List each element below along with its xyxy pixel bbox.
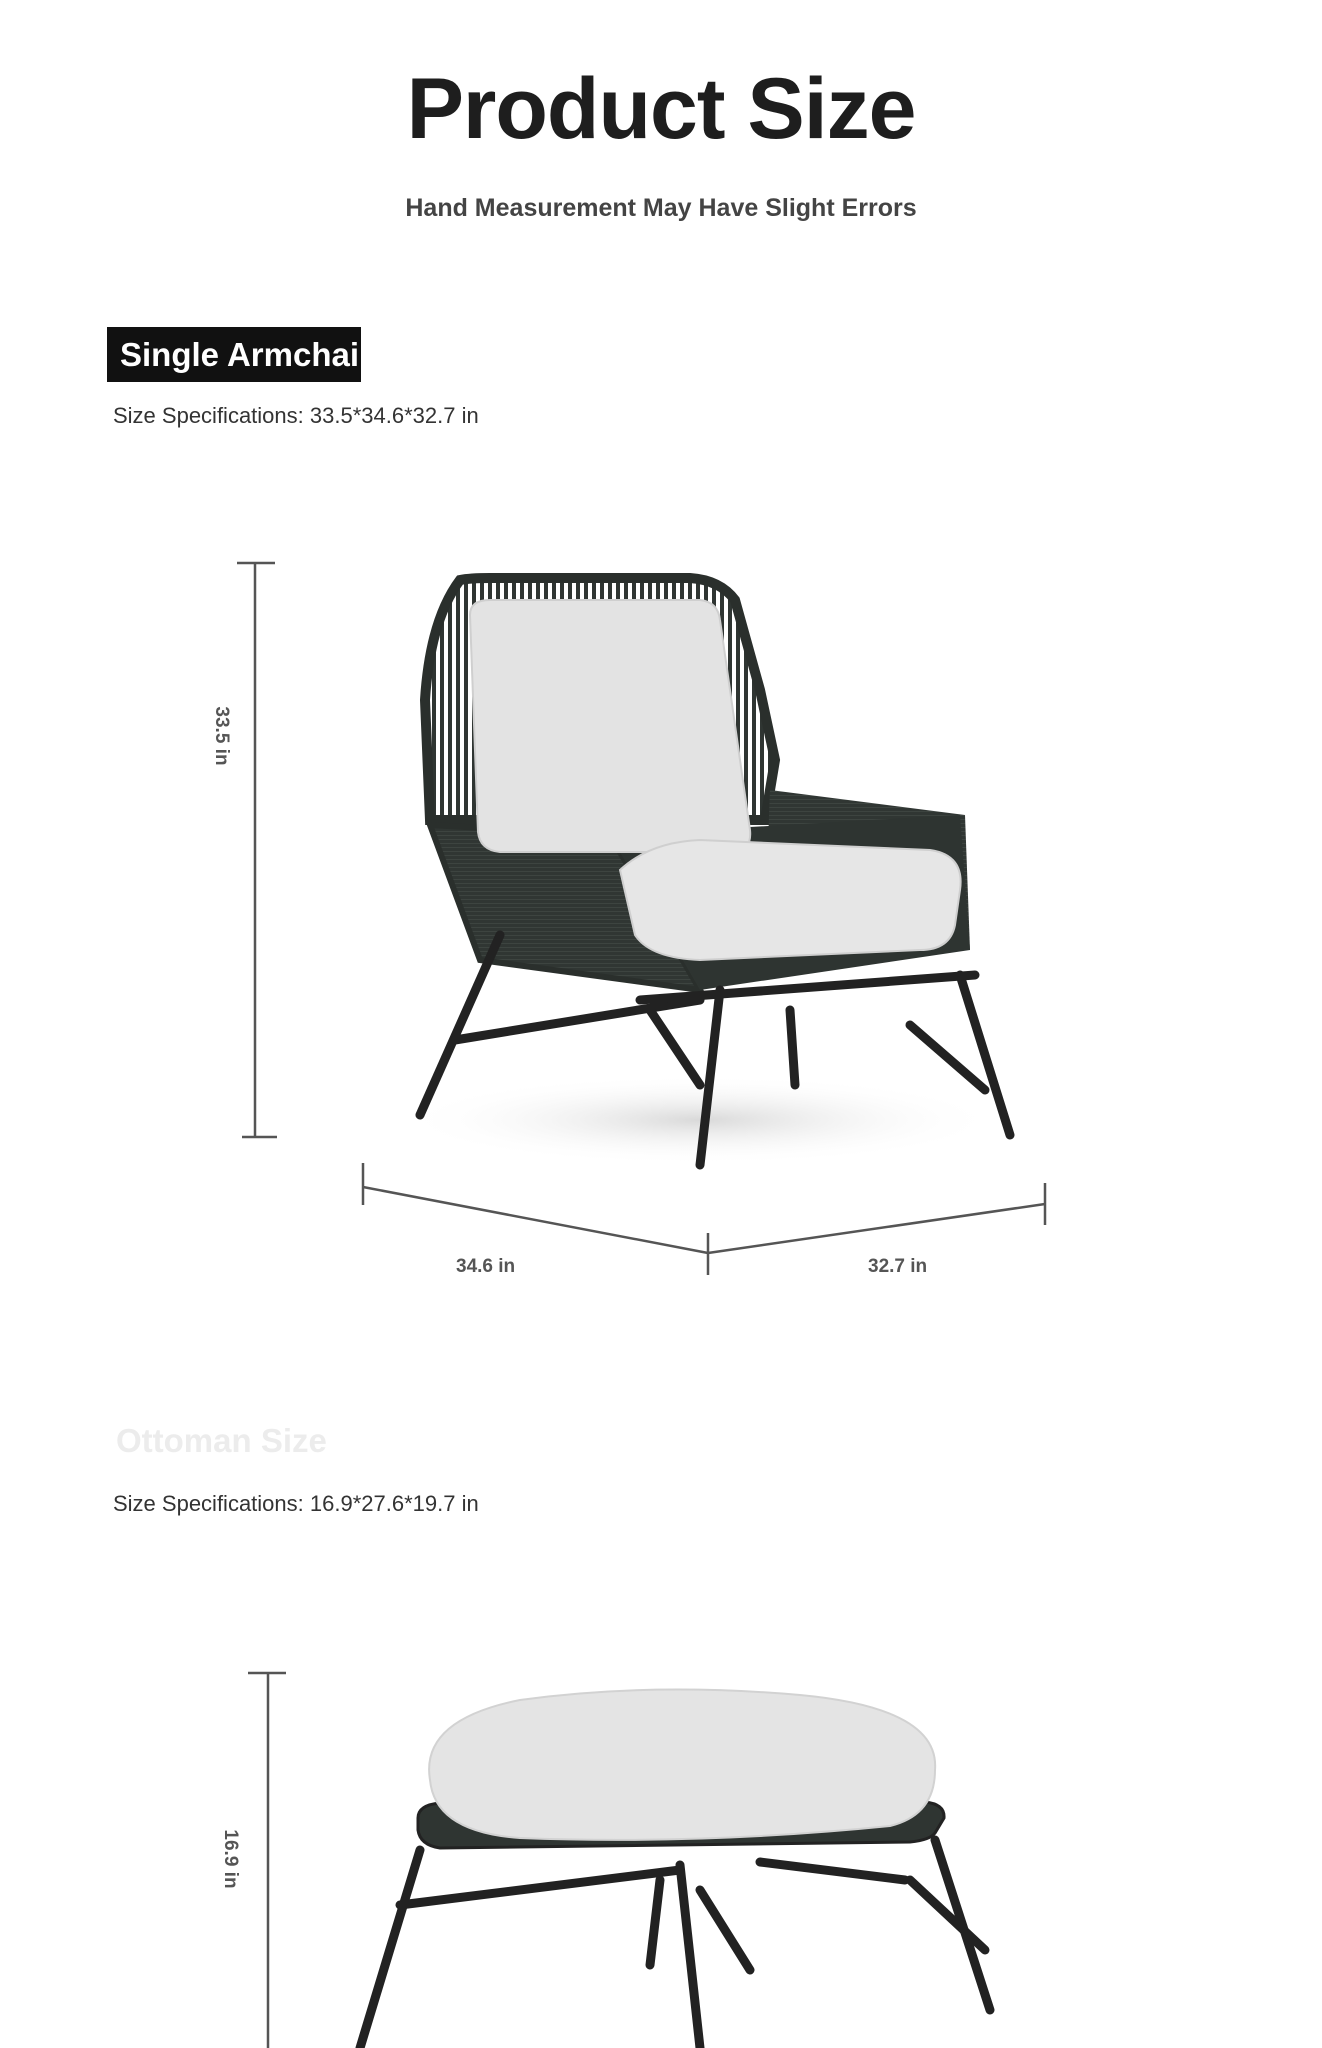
armchair-width-label: 34.6 in (456, 1256, 516, 1277)
armchair-height-label: 33.5 in (211, 706, 232, 766)
page-subtitle: Hand Measurement May Have Slight Errors (405, 194, 917, 222)
armchair-depth-label: 32.7 in (868, 1256, 928, 1277)
armchair-section-heading: Single Armchair (107, 327, 361, 382)
ottoman-section-heading: Ottoman Size (116, 1422, 327, 1459)
armchair-spec-text: Size Specifications: 33.5*34.6*32.7 in (113, 403, 479, 428)
ottoman-spec-text: Size Specifications: 16.9*27.6*19.7 in (113, 1491, 479, 1516)
page-title: Product Size (406, 61, 916, 157)
ottoman-height-label: 16.9 in (220, 1829, 241, 1889)
